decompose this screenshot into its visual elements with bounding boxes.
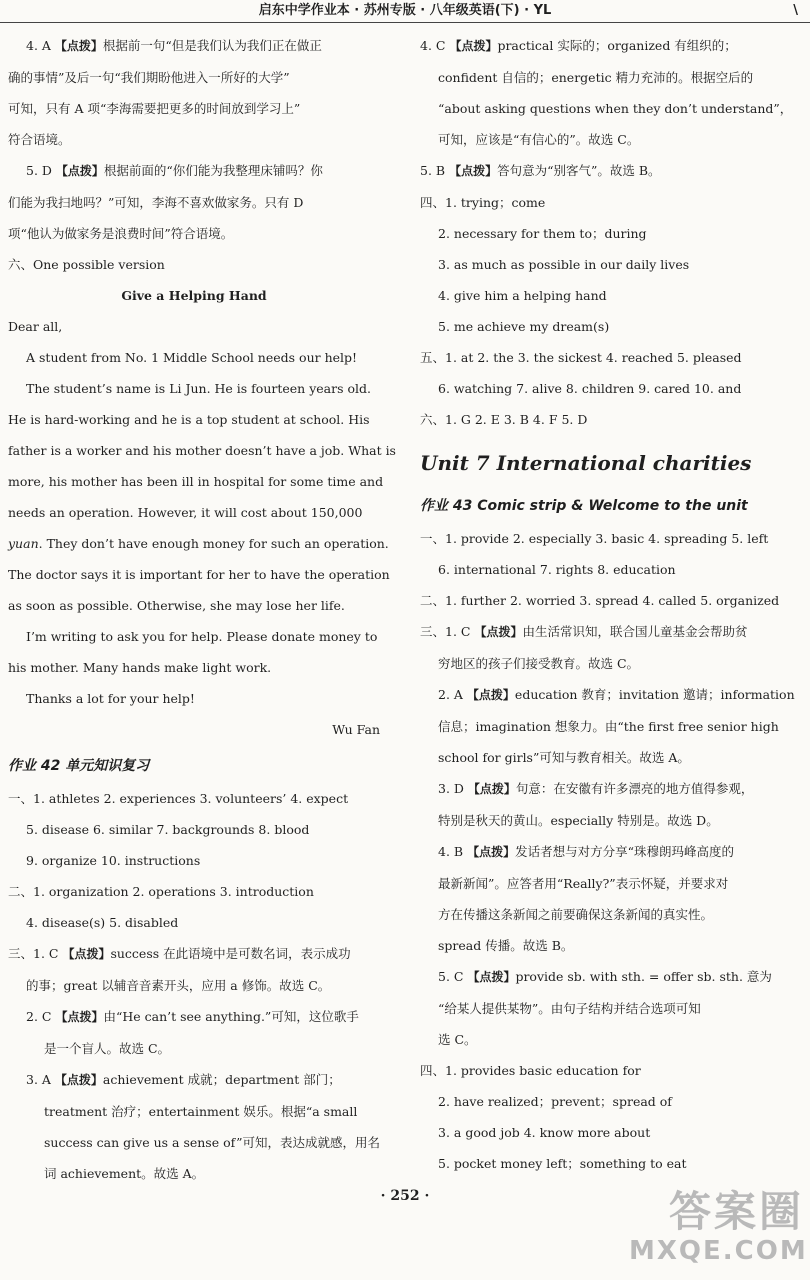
answer-number: 4. C xyxy=(420,38,450,53)
text-line: 二、1. organization 2. operations 3. introduction xyxy=(8,884,314,899)
answer-text: 句意：在安徽有许多漂亮的地方值得参观， xyxy=(515,781,754,796)
watermark-logo xyxy=(629,1187,808,1272)
answer-text: 方在传播这条新闻之前要确保这条新闻的真实性。 xyxy=(438,907,714,922)
answer-block-q4 xyxy=(8,30,380,155)
hw42-title: 作业 42 单元知识复习 xyxy=(8,758,150,774)
text-line: 一、1. provide 2. especially 3. basic 4. spreading 5. left xyxy=(420,531,769,546)
answer-text: 的事；great 以辅音音素开头，应用 a 修饰。故选 C。 xyxy=(26,978,331,993)
answer-line xyxy=(8,155,380,187)
section-six: 六、1. G 2. E 3. B 4. F 5. D xyxy=(420,412,588,427)
answer-line xyxy=(420,124,802,155)
section-six-label: 六、One possible version xyxy=(8,257,165,272)
answer-text: “给某人提供某物”。由句子结构并结合选项可知 xyxy=(438,1001,701,1016)
answer-line xyxy=(420,93,802,124)
header-mark: \ xyxy=(793,3,798,18)
unit-title: Unit 7 International charities xyxy=(420,451,752,475)
answer-text: 最新新闻”。应答者用“Really?”表示怀疑，并要求对 xyxy=(438,876,729,891)
page-number: · 252 · xyxy=(380,1188,430,1204)
answer-line xyxy=(420,62,802,93)
answer-line xyxy=(8,93,380,124)
answer-line xyxy=(8,218,380,249)
essay-title: Give a Helping Hand xyxy=(121,288,267,303)
answer-number: 3. A xyxy=(26,1072,55,1087)
answer-number: 2. A xyxy=(438,687,467,702)
answer-line xyxy=(8,124,380,155)
answer-line xyxy=(420,742,802,773)
answer-text: 根据前面的“你们能为我整理床铺吗？你 xyxy=(103,163,323,178)
hw42-section-3 xyxy=(8,938,380,1189)
answer-text: treatment 治疗；entertainment 娱乐。根据“a small xyxy=(44,1104,358,1119)
answer-text: practical 实际的；organized 有组织的； xyxy=(497,38,737,53)
answer-line xyxy=(420,679,802,711)
answer-line xyxy=(8,187,380,218)
answer-text: 信息；imagination 想象力。由“the first free senior high xyxy=(438,719,779,734)
answer-line xyxy=(8,1158,380,1189)
watermark-line-2: MXQE.COM xyxy=(629,1236,808,1266)
hint-tag: 【点拨】 xyxy=(55,164,104,178)
answer-text: provide sb. with sth. = offer sb. sth. 意为 xyxy=(515,969,772,984)
text-line: 5. pocket money left；something to eat xyxy=(438,1156,687,1171)
hint-tag: 【点拨】 xyxy=(467,782,516,796)
text-line: 6. international 7. rights 8. education xyxy=(438,562,676,577)
section-five xyxy=(420,342,802,404)
answer-text: 符合语境。 xyxy=(8,132,71,147)
hw42-section-2 xyxy=(8,876,380,938)
answer-number: 4. A xyxy=(26,38,55,53)
hint-tag: 【点拨】 xyxy=(449,39,498,53)
hint-tag: 【点拨】 xyxy=(62,947,111,961)
hint-tag: 【点拨】 xyxy=(54,39,103,53)
answer-line xyxy=(8,1064,380,1096)
answer-text: 是一个盲人。故选 C。 xyxy=(44,1041,171,1056)
answer-line xyxy=(8,1033,380,1064)
essay-line: The doctor says it is important for her to have the operation xyxy=(8,567,390,582)
answer-line xyxy=(420,616,802,648)
hw42-section-1 xyxy=(8,783,380,876)
answer-text: education 教育；invitation 邀请；information xyxy=(514,687,795,702)
answer-line xyxy=(420,961,802,993)
answer-line xyxy=(8,938,380,970)
text-line: 5. disease 6. similar 7. backgrounds 8. blood xyxy=(26,822,310,837)
answer-line xyxy=(420,899,802,930)
essay-line: A student from No. 1 Middle School needs our help! xyxy=(26,350,358,365)
answer-number: 三、1. C xyxy=(8,946,63,961)
essay-line: I’m writing to ask you for help. Please donate money to xyxy=(26,629,378,644)
hint-tag: 【点拨】 xyxy=(467,970,516,984)
answer-line xyxy=(420,773,802,805)
hint-tag: 【点拨】 xyxy=(55,1010,104,1024)
answer-text: success can give us a sense of”可知，表达成就感，用名 xyxy=(44,1135,381,1150)
answer-line xyxy=(420,155,802,187)
answer-line xyxy=(420,648,802,679)
essay-line: Thanks a lot for your help! xyxy=(26,691,195,706)
answer-text: spread 传播。故选 B。 xyxy=(438,938,574,953)
hint-tag: 【点拨】 xyxy=(474,625,523,639)
left-column xyxy=(8,30,396,1189)
text-line: 四、1. trying；come xyxy=(420,195,546,210)
hint-tag: 【点拨】 xyxy=(449,164,498,178)
text-line: 3. as much as possible in our daily lives xyxy=(438,257,690,272)
hw43-section-1 xyxy=(420,523,802,585)
text-line: 4. give him a helping hand xyxy=(438,288,607,303)
text-line: 3. a good job 4. know more about xyxy=(438,1125,651,1140)
answer-line xyxy=(420,1024,802,1055)
essay-line: more, his mother has been ill in hospital for some time and xyxy=(8,474,384,489)
hw43-section-4 xyxy=(420,1055,802,1179)
answer-number: 4. B xyxy=(438,844,468,859)
essay-italic: yuan xyxy=(8,536,39,551)
answer-text: 答句意为“别客气”。故选 B。 xyxy=(497,163,661,178)
answer-text: 可知，应该是“有信心的”。故选 C。 xyxy=(438,132,640,147)
essay-body xyxy=(8,342,396,714)
answer-block-q5 xyxy=(8,155,380,249)
answer-line xyxy=(8,970,380,1001)
essay-line: He is hard-working and he is a top student at school. His xyxy=(8,412,370,427)
answer-line xyxy=(420,993,802,1024)
answer-line xyxy=(420,805,802,836)
answer-text: achievement 成就；department 部门； xyxy=(102,1072,341,1087)
answer-line xyxy=(420,930,802,961)
answer-text: 确的事情”及后一句“我们期盼他进入一所好的大学” xyxy=(8,70,290,85)
answer-number: 5. B xyxy=(420,163,450,178)
answer-text: 项“他认为做家务是浪费时间”符合语境。 xyxy=(8,226,234,241)
header-title: 启东中学作业本 · 苏州专版 · 八年级英语(下) · YL xyxy=(258,3,552,18)
answer-number: 3. D xyxy=(438,781,468,796)
essay-line: as soon as possible. Otherwise, she may lose her life. xyxy=(8,598,345,613)
answer-text: 发话者想与对方分享“珠穆朗玛峰高度的 xyxy=(515,844,734,859)
text-line: 五、1. at 2. the 3. the sickest 4. reached 5. pleased xyxy=(420,350,742,365)
answer-text: 选 C。 xyxy=(438,1032,477,1047)
answer-text: 词 achievement。故选 A。 xyxy=(44,1166,205,1181)
answer-line xyxy=(8,30,380,62)
answer-line xyxy=(420,711,802,742)
watermark-line-1: 答案圈 xyxy=(668,1187,804,1236)
text-line: 5. me achieve my dream(s) xyxy=(438,319,610,334)
hw43-title: 作业 43 Comic strip & Welcome to the unit xyxy=(420,498,748,514)
hint-tag: 【点拨】 xyxy=(54,1073,103,1087)
answer-number: 三、1. C xyxy=(420,624,475,639)
essay-signature: Wu Fan xyxy=(332,722,380,737)
answer-line xyxy=(8,1001,380,1033)
answer-text: “about asking questions when they don’t understand”， xyxy=(438,101,793,116)
answer-line xyxy=(8,1127,380,1158)
essay-line: needs an operation. However, it will cost about 150,000 xyxy=(8,505,363,520)
answer-text: school for girls”可知与教育相关。故选 A。 xyxy=(438,750,690,765)
hw43-section-3 xyxy=(420,616,802,1055)
essay-line: yuan. They don’t have enough money for such an operation. xyxy=(8,536,389,551)
page-header xyxy=(0,0,810,23)
answer-line xyxy=(8,62,380,93)
essay-line: The student’s name is Li Jun. He is fourteen years old. xyxy=(26,381,371,396)
answer-text: success 在此语境中是可数名词，表示成功 xyxy=(110,946,351,961)
text-line: 4. disease(s) 5. disabled xyxy=(26,915,179,930)
answer-line xyxy=(8,1096,380,1127)
hw43-section-2: 二、1. further 2. worried 3. spread 4. called 5. organized xyxy=(420,593,780,608)
essay-greeting: Dear all, xyxy=(8,319,63,334)
essay-line: his mother. Many hands make light work. xyxy=(8,660,272,675)
answer-number: 5. C xyxy=(438,969,468,984)
answer-text: 由生活常识知，联合国儿童基金会帮助贫 xyxy=(522,624,748,639)
answer-text: 由“He can’t see anything.”可知，这位歌手 xyxy=(103,1009,359,1024)
answer-text: 特别是秋天的黄山。especially 特别是。故选 D。 xyxy=(438,813,719,828)
text-line: 2. have realized；prevent；spread of xyxy=(438,1094,672,1109)
answer-text: 可知，只有 A 项“李海需要把更多的时间放到学习上” xyxy=(8,101,301,116)
answer-text: 们能为我扫地吗？”可知，李海不喜欢做家务。只有 D xyxy=(8,195,304,210)
answer-line xyxy=(420,868,802,899)
text-line: 6. watching 7. alive 8. children 9. cared 10. and xyxy=(438,381,742,396)
answer-line xyxy=(420,30,802,62)
text-line: 四、1. provides basic education for xyxy=(420,1063,641,1078)
answer-number: 2. C xyxy=(26,1009,56,1024)
answer-number: 5. D xyxy=(26,163,56,178)
answer-text: 根据前一句“但是我们认为我们正在做正 xyxy=(102,38,322,53)
answer-text: confident 自信的；energetic 精力充沛的。根据空后的 xyxy=(438,70,754,85)
answer-text: 穷地区的孩子们接受教育。故选 C。 xyxy=(438,656,640,671)
right-column xyxy=(420,30,802,1179)
hint-tag: 【点拨】 xyxy=(467,845,516,859)
answer-line xyxy=(420,836,802,868)
text-line: 2. necessary for them to；during xyxy=(438,226,647,241)
essay-line: father is a worker and his mother doesn’t have a job. What is xyxy=(8,443,396,458)
text-line: 9. organize 10. instructions xyxy=(26,853,201,868)
section-four xyxy=(420,187,802,342)
answer-block-top xyxy=(420,30,802,187)
text-line: 一、1. athletes 2. experiences 3. volunteers’ 4. expect xyxy=(8,791,349,806)
hint-tag: 【点拨】 xyxy=(466,688,515,702)
